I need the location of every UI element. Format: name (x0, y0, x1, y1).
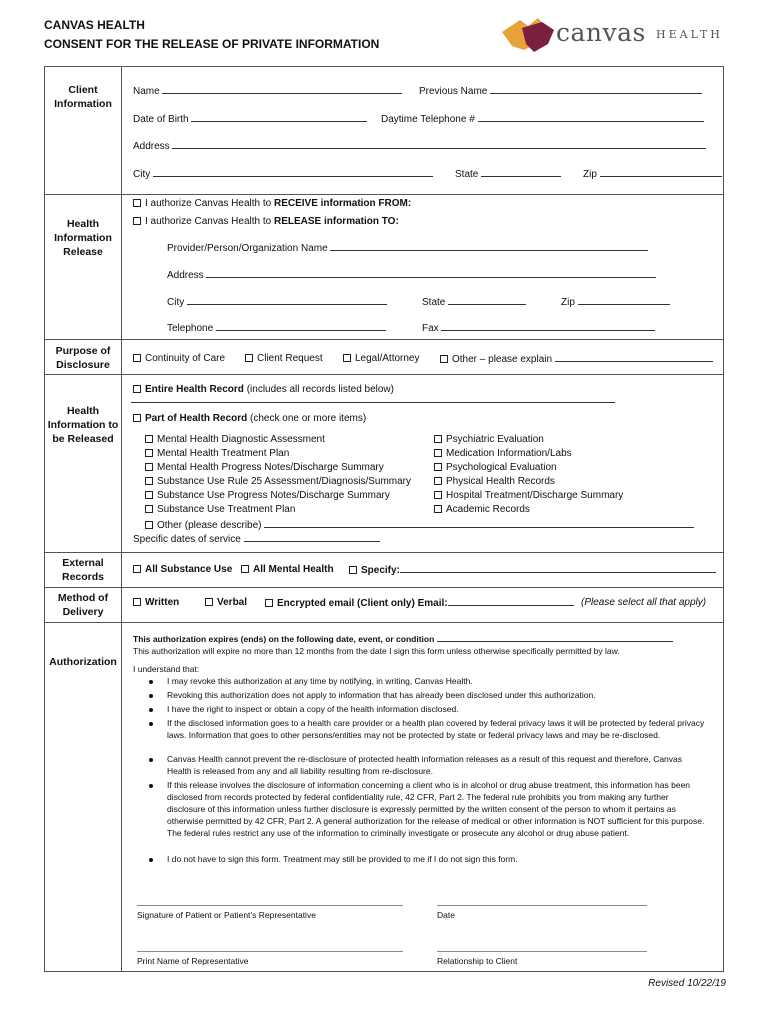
record-item[interactable]: Psychiatric Evaluation (434, 433, 544, 446)
logo-subtitle: HEALTH (656, 28, 723, 41)
signature-label: Signature of Patient or Patient’s Representative (137, 910, 316, 920)
bullet-icon (149, 784, 153, 788)
checkbox-icon (133, 385, 141, 393)
understanding-item: If the disclosed information goes to a health care provider or a health plan covered by federal privacy laws it will be protected by federal privacy laws. Information that goes to other persons/entities may not be protected by state or federal privacy laws and may be re-disclosed. (167, 718, 705, 740)
understanding-item: If this release involves the disclosure of information concerning a client who is in alcohol or drug abuse treatment, this information has been disclosed from records protected by federal confidentiality rule, 42 CFR, Part 2. The federal rule prohibits you from making any further disclosure of this information unless further disclosure is expressly permitted by the written consent of the person to whom it pertains as otherwise permitted by 42 CFR, Part 2. A general authorization for the release of medical or other information is NOT sufficient for this purpose. The federal rules restrict any use of the information to criminally investigate or prosecute any alcohol or drug abuse patient. (167, 780, 705, 838)
daytime-telephone-field[interactable]: Daytime Telephone # (381, 112, 704, 126)
record-item[interactable]: Mental Health Diagnostic Assessment (145, 433, 325, 446)
understanding-item: I do not have to sign this form. Treatment may still be provided to me if I do not sign this form. (167, 854, 518, 864)
checkbox-icon (133, 565, 141, 573)
record-item[interactable]: Mental Health Progress Notes/Discharge Summary (145, 461, 384, 474)
continuity-of-care-checkbox[interactable]: Continuity of Care (133, 352, 225, 365)
divider (131, 402, 615, 403)
relationship-label: Relationship to Client (437, 956, 518, 966)
client-city-field[interactable]: City (133, 167, 433, 181)
part-health-record-checkbox[interactable]: Part of Health Record (check one or more items) (133, 412, 366, 425)
other-describe-field[interactable]: Other (please describe) (145, 518, 694, 532)
record-item[interactable]: Mental Health Treatment Plan (145, 447, 289, 460)
checkbox-icon (434, 449, 442, 457)
checkbox-icon (145, 505, 153, 513)
entire-health-record-checkbox[interactable]: Entire Health Record (includes all records listed below) (133, 383, 394, 396)
organization-title: CANVAS HEALTH (44, 18, 145, 32)
record-item[interactable]: Substance Use Rule 25 Assessment/Diagnosis/Summary (145, 475, 411, 488)
release-zip-field[interactable]: Zip (561, 295, 670, 309)
release-city-field[interactable]: City (167, 295, 387, 309)
bullet-icon (149, 680, 153, 684)
checkbox-icon (145, 521, 153, 529)
dates-of-service-field[interactable]: Specific dates of service (133, 532, 380, 546)
legal-attorney-checkbox[interactable]: Legal/Attorney (343, 352, 420, 365)
checkbox-icon (145, 463, 153, 471)
release-fax-field[interactable]: Fax (422, 321, 655, 335)
date-line[interactable] (437, 905, 647, 906)
checkbox-icon (349, 566, 357, 574)
understanding-item: I may revoke this authorization at any time by notifying, in writing, Canvas Health. (167, 676, 473, 686)
checkbox-icon (343, 354, 351, 362)
canvas-health-logo (498, 14, 728, 56)
records-to-release-label: Health Information to be Released (47, 405, 119, 445)
consent-title: CONSENT FOR THE RELEASE OF PRIVATE INFORMATION (44, 37, 380, 51)
method-of-delivery-label: Method of Delivery (57, 592, 109, 618)
checkbox-icon (434, 505, 442, 513)
checkbox-icon (434, 477, 442, 485)
record-item[interactable]: Hospital Treatment/Discharge Summary (434, 489, 623, 502)
checkbox-icon (145, 491, 153, 499)
divider (45, 374, 723, 375)
specify-checkbox[interactable]: Specify: (349, 563, 716, 577)
checkbox-icon (440, 355, 448, 363)
divider (45, 622, 723, 623)
previous-name-field[interactable]: Previous Name (419, 84, 702, 98)
release-address-field[interactable]: Address (167, 268, 656, 282)
expiration-field[interactable]: This authorization expires (ends) on the following date, event, or condition (133, 633, 673, 645)
divider (45, 194, 723, 195)
column-divider (121, 67, 122, 971)
understanding-item: I have the right to inspect or obtain a copy of the health information disclosed. (167, 704, 459, 714)
checkbox-icon (145, 477, 153, 485)
revision-date: Revised 10/22/19 (648, 978, 726, 989)
logo-wordmark: canvas (556, 18, 646, 47)
checkbox-icon (265, 599, 273, 607)
form-title (44, 16, 379, 54)
date-label: Date (437, 910, 455, 920)
checkbox-icon (133, 414, 141, 422)
checkbox-icon (145, 435, 153, 443)
record-item[interactable]: Substance Use Progress Notes/Discharge Summary (145, 489, 390, 502)
written-checkbox[interactable]: Written (133, 596, 179, 609)
health-information-release-label: Health Information Release (54, 218, 112, 258)
client-zip-field[interactable]: Zip (583, 167, 722, 181)
signature-line[interactable] (137, 905, 403, 906)
bullet-icon (149, 858, 153, 862)
bullet-icon (149, 758, 153, 762)
name-field[interactable]: Name (133, 84, 402, 98)
authorization-label: Authorization (49, 656, 117, 668)
verbal-checkbox[interactable]: Verbal (205, 596, 247, 609)
provider-name-field[interactable]: Provider/Person/Organization Name (167, 241, 648, 255)
checkbox-icon (434, 463, 442, 471)
divider (45, 587, 723, 588)
print-name-line[interactable] (137, 951, 403, 952)
receive-from-checkbox[interactable]: I authorize Canvas Health to RECEIVE information FROM: (133, 197, 411, 210)
delivery-note: (Please select all that apply) (581, 597, 707, 608)
record-item[interactable]: Physical Health Records (434, 475, 555, 488)
bullet-icon (149, 722, 153, 726)
release-state-field[interactable]: State (422, 295, 526, 309)
checkbox-icon (434, 435, 442, 443)
divider (45, 339, 723, 340)
understanding-item: Canvas Health cannot prevent the re-disclosure of protected health information releases as a result of this request and therefore, Canvas Health is released from any and all liability resulting from re-disclosure. (167, 754, 683, 776)
bullet-icon (149, 708, 153, 712)
encrypted-email-checkbox[interactable]: Encrypted email (Client only) Email: (265, 596, 574, 610)
checkbox-icon (133, 217, 141, 225)
relationship-line[interactable] (437, 951, 647, 952)
divider (45, 552, 723, 553)
understand-heading: I understand that: (133, 664, 200, 674)
brush-logo-icon (498, 14, 558, 56)
consent-form (44, 66, 724, 972)
record-item[interactable]: Substance Use Treatment Plan (145, 503, 295, 516)
checkbox-icon (434, 491, 442, 499)
other-explain-checkbox[interactable]: Other – please explain (440, 352, 713, 366)
date-of-birth-field[interactable]: Date of Birth (133, 112, 367, 126)
print-name-label: Print Name of Representative (137, 956, 249, 966)
checkbox-icon (205, 598, 213, 606)
checkbox-icon (133, 354, 141, 362)
checkbox-icon (133, 199, 141, 207)
all-substance-use-checkbox[interactable]: All Substance Use (133, 563, 232, 576)
record-item[interactable]: Medication Information/Labs (434, 447, 572, 460)
release-to-checkbox[interactable]: I authorize Canvas Health to RELEASE information TO: (133, 215, 399, 228)
checkbox-icon (145, 449, 153, 457)
expiration-note: This authorization will expire no more than 12 months from the date I sign this form unless otherwise specifically permitted by law. (133, 646, 620, 656)
client-address-field[interactable]: Address (133, 139, 706, 153)
understanding-item: Revoking this authorization does not apply to information that has already been disclosed under this authorization. (167, 690, 596, 700)
bullet-icon (149, 694, 153, 698)
purpose-of-disclosure-label: Purpose of Disclosure (55, 345, 111, 371)
record-item[interactable]: Academic Records (434, 503, 530, 516)
checkbox-icon (245, 354, 253, 362)
client-state-field[interactable]: State (455, 167, 561, 181)
client-information-label: Client Information (54, 84, 112, 110)
checkbox-icon (241, 565, 249, 573)
record-item[interactable]: Psychological Evaluation (434, 461, 557, 474)
release-telephone-field[interactable]: Telephone (167, 321, 386, 335)
checkbox-icon (133, 598, 141, 606)
client-request-checkbox[interactable]: Client Request (245, 352, 323, 365)
all-mental-health-checkbox[interactable]: All Mental Health (241, 563, 334, 576)
external-records-label: External Records (61, 557, 104, 583)
